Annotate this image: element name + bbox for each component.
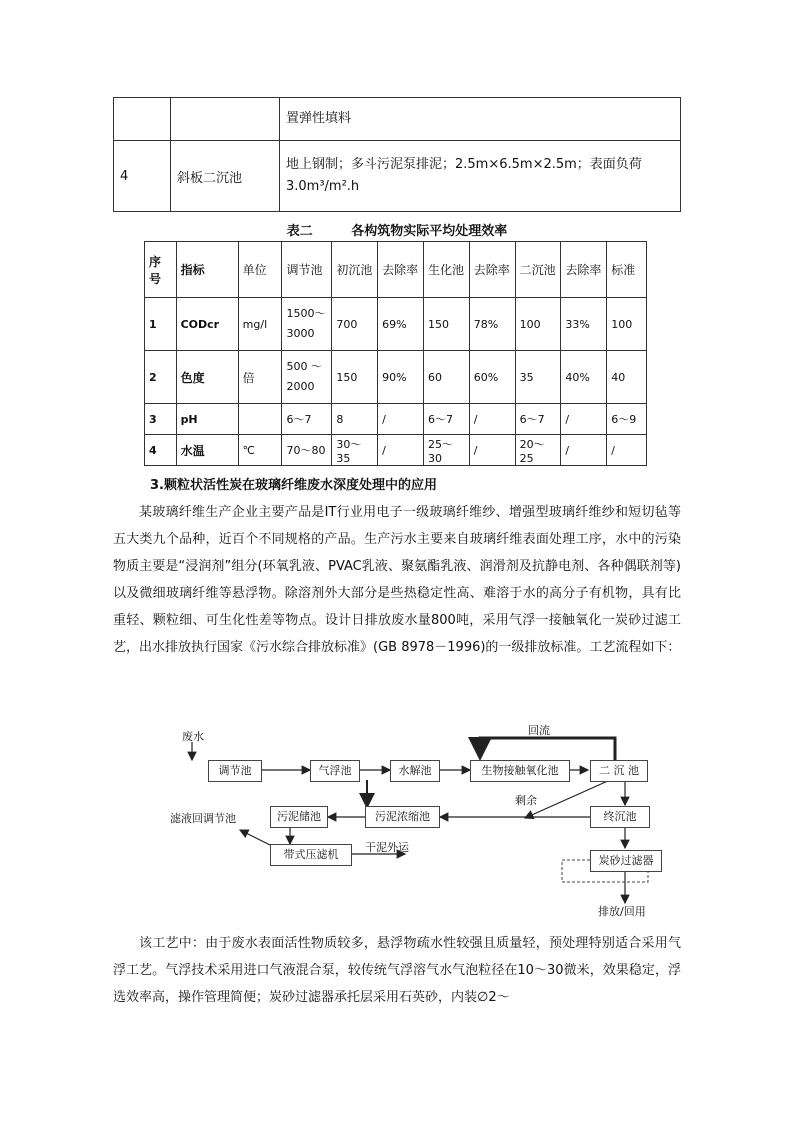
table-row bbox=[145, 435, 647, 466]
table-cell: 6～9 bbox=[607, 404, 647, 435]
table-cell: 色度 bbox=[176, 351, 238, 404]
flow-label-lvye: 滤液回调节池 bbox=[170, 812, 236, 825]
table-cell: 倍 bbox=[238, 351, 282, 404]
table-cell: / bbox=[378, 435, 424, 466]
flow-label-wastewater: 废水 bbox=[182, 730, 204, 743]
table-cell: / bbox=[561, 435, 607, 466]
table-cell: 置弹性填料 bbox=[280, 98, 681, 141]
table-row bbox=[145, 298, 647, 351]
table-cell: / bbox=[561, 404, 607, 435]
section-title: 3.颗粒状活性炭在玻璃纤维废水深度处理中的应用 bbox=[150, 478, 437, 493]
table-cell: 6～7 bbox=[515, 404, 561, 435]
table-cell: 2 bbox=[145, 351, 177, 404]
table-cell: 地上钢制；多斗污泥泵排泥；2.5m×6.5m×2.5m；表面负荷3.0m³/m².h bbox=[280, 141, 681, 212]
table-cell: 35 bbox=[515, 351, 561, 404]
header-cell: 序号 bbox=[145, 242, 177, 298]
table-cell: 40% bbox=[561, 351, 607, 404]
header-cell: 指标 bbox=[176, 242, 238, 298]
table-cell: 150 bbox=[423, 298, 469, 351]
header-cell: 调节池 bbox=[282, 242, 332, 298]
table-cell: 30～35 bbox=[332, 435, 378, 466]
table-cell: 8 bbox=[332, 404, 378, 435]
table-cell: 70～80 bbox=[282, 435, 332, 466]
header-cell: 生化池 bbox=[423, 242, 469, 298]
header-cell: 标准 bbox=[607, 242, 647, 298]
table-cell: 78% bbox=[469, 298, 515, 351]
header-cell: 单位 bbox=[238, 242, 282, 298]
table-cell: 4 bbox=[114, 141, 171, 212]
flow-box-shuijie: 水解池 bbox=[390, 760, 440, 782]
flow-box-zhongchen: 终沉池 bbox=[590, 806, 650, 828]
table-row bbox=[145, 351, 647, 404]
flow-box-wuni-chu: 污泥储池 bbox=[270, 806, 328, 828]
table-cell: 25～30 bbox=[423, 435, 469, 466]
flow-label-ganni: 干泥外运 bbox=[365, 841, 409, 854]
table-cell: ℃ bbox=[238, 435, 282, 466]
table-cell: mg/l bbox=[238, 298, 282, 351]
table-header-row bbox=[145, 242, 647, 298]
table-cell: 1 bbox=[145, 298, 177, 351]
table-row bbox=[114, 98, 681, 141]
table-cell: 100 bbox=[607, 298, 647, 351]
flow-box-erchen: 二 沉 池 bbox=[590, 760, 648, 782]
flow-box-qifu: 气浮池 bbox=[310, 760, 360, 782]
table-cell: / bbox=[378, 404, 424, 435]
paragraph-text: 某玻璃纤维生产企业主要产品是IT行业用电子一级玻璃纤维纱、增强型玻璃纤维纱和短切毡等五大类九个品种，近百个不同规格的产品。生产污水主要来自玻璃纤维表面处理工序，水中的污染物质主要是“浸润剂”组分(环氧乳液、PVAC乳液、聚氨酯乳液、润滑剂及抗静电剂、各种偶联剂等)以及微细玻璃纤维等悬浮物。除溶剂外大部分是些热稳定性高、难溶于水的高分子有机物，具有比重轻、颗粒细、可生化性差等物点。设计日排放废水量800吨，采用气浮一接触氧化一炭砂过滤工艺，出水排放执行国家《污水综合排放标准》(GB 8978－1996)的一级排放标准。工艺流程如下： bbox=[113, 505, 681, 655]
table-cell: / bbox=[469, 404, 515, 435]
table-row bbox=[145, 404, 647, 435]
table-cell: 3 bbox=[145, 404, 177, 435]
table-cell: 150 bbox=[332, 351, 378, 404]
table-cell: 500 ～2000 bbox=[282, 351, 332, 404]
table-cell: 69% bbox=[378, 298, 424, 351]
top-table bbox=[113, 97, 681, 212]
flow-label-shengyu: 剩余 bbox=[515, 794, 537, 807]
table-caption bbox=[0, 220, 794, 239]
flow-box-shenghua: 生物接触氧化池 bbox=[470, 760, 570, 782]
body-paragraph bbox=[113, 930, 681, 1011]
body-paragraph bbox=[113, 499, 681, 661]
table-cell: 100 bbox=[515, 298, 561, 351]
table-cell: 6～7 bbox=[423, 404, 469, 435]
table-cell: 700 bbox=[332, 298, 378, 351]
table-cell: 斜板二沉池 bbox=[171, 141, 280, 212]
table-cell: 40 bbox=[607, 351, 647, 404]
flow-label-huiliu: 回流 bbox=[528, 724, 550, 737]
header-cell: 去除率 bbox=[561, 242, 607, 298]
table-cell: 60 bbox=[423, 351, 469, 404]
table-cell: / bbox=[469, 435, 515, 466]
table-cell: 90% bbox=[378, 351, 424, 404]
table-cell bbox=[238, 404, 282, 435]
flow-box-wuni-nong: 污泥浓缩池 bbox=[365, 806, 440, 828]
table-row bbox=[114, 141, 681, 212]
flow-box-tansha: 炭砂过滤器 bbox=[590, 850, 662, 872]
header-cell: 去除率 bbox=[469, 242, 515, 298]
table-cell: 1500～3000 bbox=[282, 298, 332, 351]
table-cell: / bbox=[607, 435, 647, 466]
process-flow-diagram bbox=[170, 720, 670, 920]
table-cell: 6～7 bbox=[282, 404, 332, 435]
table-cell: CODcr bbox=[176, 298, 238, 351]
table-cell: 33% bbox=[561, 298, 607, 351]
table-cell: pH bbox=[176, 404, 238, 435]
table-cell bbox=[171, 98, 280, 141]
efficiency-table bbox=[144, 241, 647, 466]
paragraph-text: 该工艺中：由于废水表面活性物质较多，悬浮物疏水性较强且质量轻，预处理特别适合采用气浮工艺。气浮技术采用进口气液混合泵，较传统气浮溶气水气泡粒径在10～30微米，效果稳定，浮选效率高，操作管理简便；炭砂过滤器承托层采用石英砂，内装∅2～ bbox=[113, 936, 681, 1005]
header-cell: 二沉池 bbox=[515, 242, 561, 298]
flow-box-tiaojie: 调节池 bbox=[208, 760, 262, 782]
table-caption-title: 各构筑物实际平均处理效率 bbox=[351, 224, 508, 239]
table-cell: 4 bbox=[145, 435, 177, 466]
flow-box-yalv: 带式压滤机 bbox=[270, 844, 352, 866]
table-cell: 水温 bbox=[176, 435, 238, 466]
table-cell: 60% bbox=[469, 351, 515, 404]
header-cell: 去除率 bbox=[378, 242, 424, 298]
table-caption-number: 表二 bbox=[286, 224, 313, 239]
header-cell: 初沉池 bbox=[332, 242, 378, 298]
table-cell: 20～25 bbox=[515, 435, 561, 466]
flow-label-paifang: 排放/回用 bbox=[598, 905, 646, 918]
table-cell bbox=[114, 98, 171, 141]
